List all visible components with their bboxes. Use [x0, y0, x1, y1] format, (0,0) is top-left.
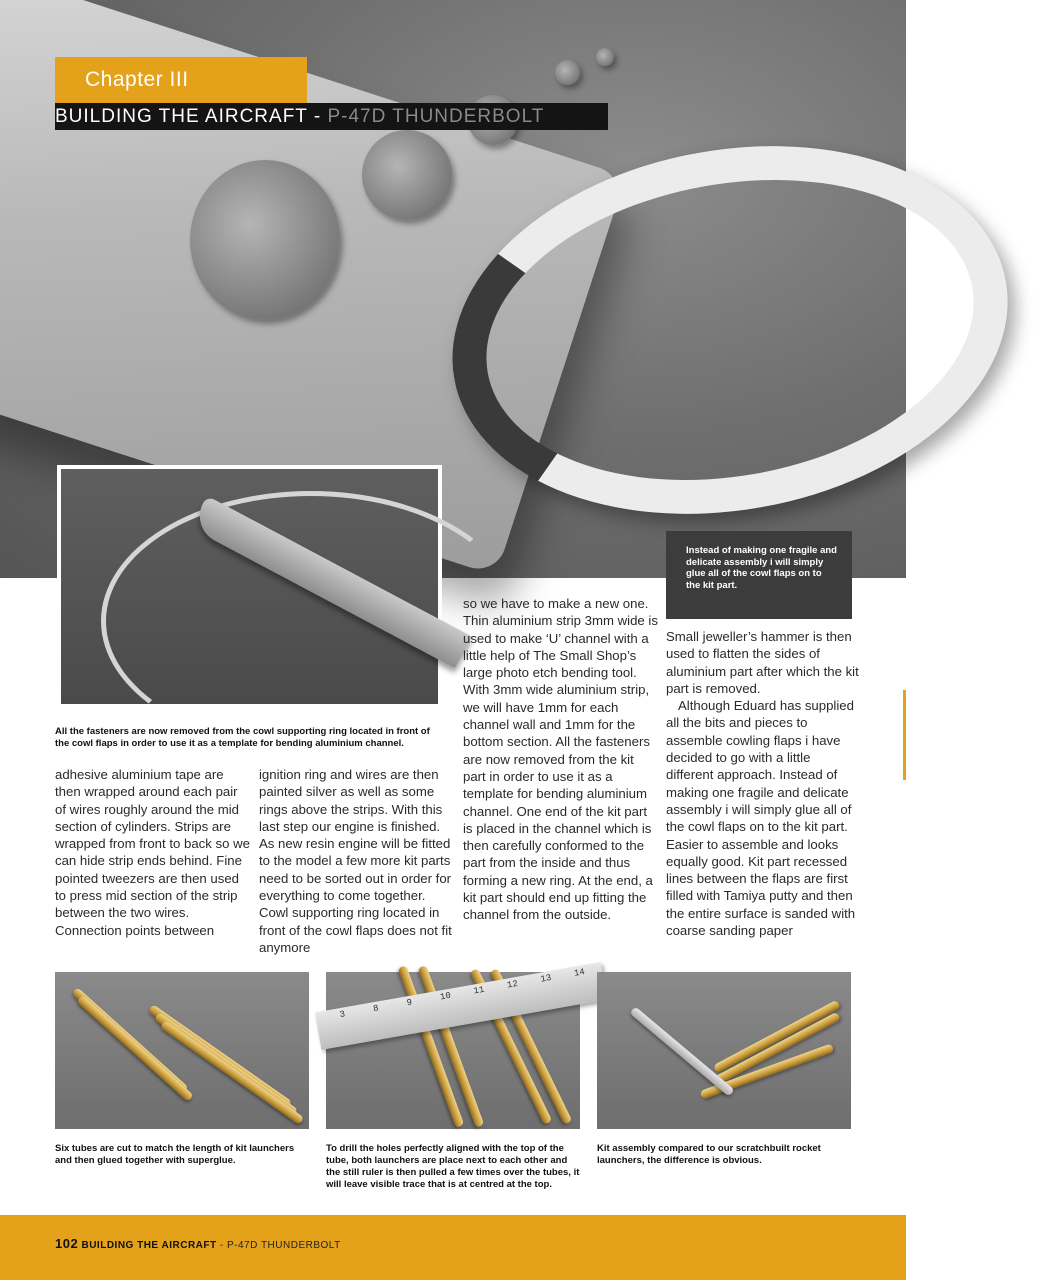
title-sub: P-47D THUNDERBOLT: [327, 106, 545, 127]
body-text: so we have to make a new one. Thin aluminium strip 3mm wide is used to make ‘U’ channel with a little help of The Small Shop’s large photo etch bending tool. With 3mm wide aluminium strip, we will have 1mm for each channel wall and 1mm for the bottom section. All the fasteners are now removed from the kit part in order to use it as a template for bending aluminium channel. One end of the kit part is placed in the channel which is then carefully conformed to the part from the inside and thus forming a new ring. At the end, a kit part should end up fitting the channel from the outside.: [463, 596, 658, 923]
page-edge-mark: [903, 690, 906, 780]
steel-rod-thin: [555, 60, 580, 85]
chapter-label: Chapter III: [85, 68, 189, 91]
ruler-mark: 12: [506, 978, 519, 991]
ruler-mark: 11: [472, 984, 486, 997]
body-text: Although Eduard has supplied all the bits and pieces to assemble cowling flaps i have decided to go with a little different approach. Instead of making one fragile and delicate assembly i will simply glue all of the cowl flaps on to the kit part. Easier to assemble and looks equally good. Kit part recessed lines between the flaps are first filled with Tamiya putty and then the entire surface is sanded with coarse sanding paper: [666, 698, 856, 939]
ruler-mark: 10: [439, 990, 452, 1003]
page-number: 102: [55, 1236, 79, 1251]
photo-rocket-launchers: [597, 972, 851, 1129]
steel-rod-large: [190, 160, 340, 320]
footer-section: BUILDING THE AIRCRAFT: [81, 1240, 217, 1251]
body-column-3: [463, 595, 658, 924]
footer: [55, 1236, 341, 1251]
body-column-4: [666, 628, 861, 939]
cowl-ring: [101, 491, 521, 751]
ruler-mark: 8: [372, 1003, 380, 1015]
body-column-2: [259, 766, 454, 956]
brass-tube: [160, 1020, 304, 1125]
photo-caption: To drill the holes perfectly aligned with the top of the tube, both launchers are place next to each other and the still ruler is then pulled a few times over the tubes, it will leave visible trace that is at centred at the top.: [326, 1143, 580, 1190]
photo-caption: Kit assembly compared to our scratchbuilt rocket launchers, the difference is obvious.: [597, 1143, 821, 1166]
brass-tube: [76, 995, 193, 1102]
ruler-mark: 13: [539, 972, 553, 985]
ruler-mark: 9: [405, 997, 413, 1009]
title-main: BUILDING THE AIRCRAFT: [55, 106, 308, 127]
footer-subtitle: P-47D THUNDERBOLT: [227, 1240, 341, 1251]
steel-ruler: [315, 962, 607, 1050]
ruler-mark: 3: [338, 1009, 346, 1021]
steel-rod-thinnest: [596, 48, 614, 66]
grey-kit-launcher: [629, 1006, 734, 1096]
photo-brass-tubes: [55, 972, 309, 1129]
body-text: ignition ring and wires are then painted silver as well as some rings above the strips. With this last step our engine is finished. As new resin engine will be fitted to the model a few more kit parts need to be sorted out in order for everything to come together. Cowl supporting ring located in front of the cowl flaps does not fit anymore: [259, 767, 452, 955]
ruler-mark: 14: [573, 967, 586, 979]
page-title: [55, 103, 608, 130]
photo-ruler-tubes: [326, 967, 586, 1129]
photo-caption: Six tubes are cut to match the length of kit launchers and then glued together with superglue.: [55, 1143, 295, 1166]
title-separator: -: [307, 106, 328, 127]
body-column-1: [55, 766, 250, 939]
steel-rod-medium: [362, 130, 452, 220]
pull-quote: Instead of making one fragile and delicate assembly i will simply glue all of the cowl flaps on to the kit part.: [666, 531, 852, 619]
inset-caption: All the fasteners are now removed from the cowl supporting ring located in front of the cowl flaps in order to use it as a template for bending aluminium channel.: [55, 726, 430, 749]
body-text: Small jeweller’s hammer is then used to flatten the sides of aluminium part after which the kit part is removed.: [666, 629, 859, 696]
body-text: adhesive aluminium tape are then wrapped around each pair of wires roughly around the mid section of cylinders. Strips are wrapped from front to back so we can hide strip ends behind. Fine pointed tweezers are then used to press mid section of the strip between the two wires. Connection points between: [55, 767, 250, 938]
inset-photo-scalpel: [57, 465, 442, 708]
footer-separator: -: [216, 1240, 227, 1251]
chapter-tab: [55, 57, 307, 103]
